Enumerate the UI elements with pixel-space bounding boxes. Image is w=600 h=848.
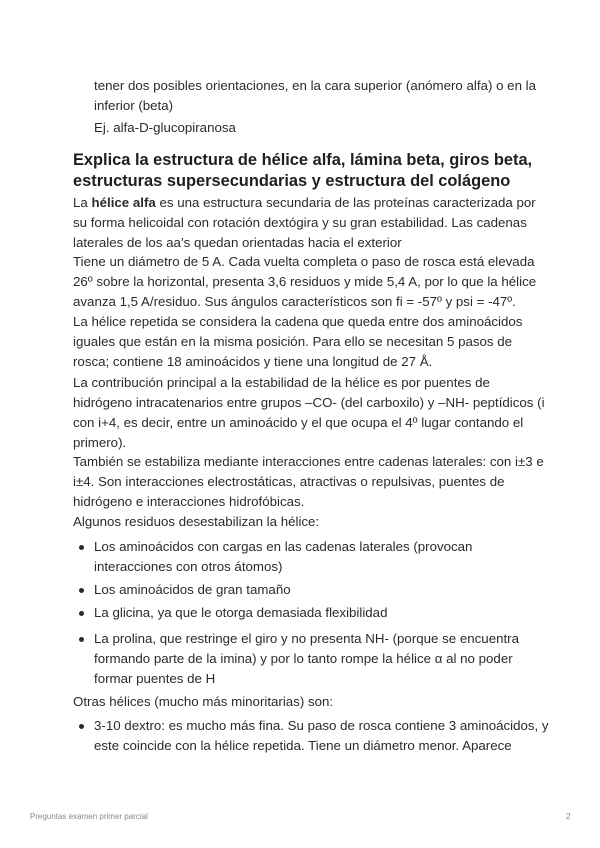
- intro-rest: es una estructura secundaria de las proteínas caracterizada por su forma helicoidal con rotación dextógira y su gran estabilidad. Las cadenas laterales de los aa’s quedan orientadas hacia el exterior: [73, 195, 536, 250]
- contribution-paragraph: La contribución principal a la estabilidad de la hélice es por puentes de hidrógeno intracatenarios entre grupos –CO- (del carboxilo) y –NH- peptídicos (i con i+4, es decir, entre un aminoácido y el que ocupa el 4º lugar contando el primero).: [73, 375, 545, 450]
- others-intro: Otras hélices (mucho más minoritarias) son:: [73, 694, 334, 709]
- continuation-paragraph: tener dos posibles orientaciones, en la cara superior (anómero alfa) o en la inferior (beta): [94, 78, 537, 113]
- destabilize-intro: Algunos residuos desestabilizan la hélice:: [73, 514, 320, 529]
- bullet-icon: [79, 637, 84, 642]
- bullet-icon: [79, 545, 84, 550]
- list-item: Los aminoácidos de gran tamaño: [94, 580, 554, 600]
- example-line: Ej. alfa-D-glucopiranosa: [94, 120, 236, 135]
- intro-prefix: La: [73, 195, 92, 210]
- list-item: Los aminoácidos con cargas en las cadenas laterales (provocan interacciones con otros átomos): [94, 537, 554, 577]
- list-item: La prolina, que restringe el giro y no presenta NH- (porque se encuentra formando parte de la imina) y por lo tanto rompe la hélice α al no poder formar puentes de H: [94, 629, 554, 689]
- list-item: La glicina, ya que le otorga demasiada flexibilidad: [94, 603, 554, 623]
- repeat-paragraph: La hélice repetida se considera la cadena que queda entre dos aminoácidos iguales que están en la misma posición. Para ello se necesitan 5 pasos de rosca; contiene 18 aminoácidos y tiene una longitud de 27 Å.: [73, 314, 523, 369]
- bullet-icon: [79, 588, 84, 593]
- lateral-paragraph: También se estabiliza mediante interacciones entre cadenas laterales: con i±3 e i±4. Son interacciones electrostáticas, atractivas o repulsivas, puentes de hidrógeno e interacciones hidrofóbicas.: [73, 454, 544, 509]
- intro-paragraph: [73, 193, 549, 253]
- footer-title: Preguntas examen primer parcial: [30, 812, 148, 821]
- intro-bold-term: hélice alfa: [91, 195, 156, 210]
- bullet-icon: [79, 724, 84, 729]
- section-heading: Explica la estructura de hélice alfa, lámina beta, giros beta, estructuras supersecundarias y estructura del colágeno: [73, 151, 533, 190]
- bullet-icon: [79, 611, 84, 616]
- page-number: 2: [566, 812, 571, 821]
- list-item: 3-10 dextro: es mucho más fina. Su paso de rosca contiene 3 aminoácidos, y este coincide con la hélice repetida. Tiene un diámetro menor. Aparece: [94, 716, 554, 756]
- diameter-paragraph: Tiene un diámetro de 5 A. Cada vuelta completa o paso de rosca está elevada 26º sobre la horizontal, presenta 3,6 residuos y mide 5,4 A, por lo que la hélice avanza 1,5 A/residuo. Sus ángulos característicos son fi = -57º y psi = -47º.: [73, 254, 537, 309]
